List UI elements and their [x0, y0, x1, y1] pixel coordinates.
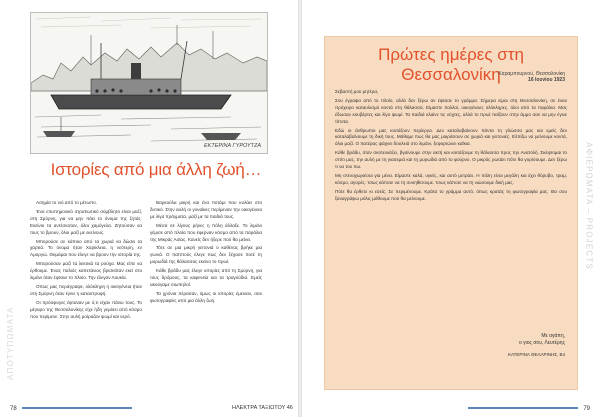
author-credit: ΚΑΤΕΡΙΝΑ ΘΕΛΑΡΙΝΗΣ, Β4	[508, 352, 565, 357]
harbor-sketch-image	[30, 12, 268, 154]
page-number-left: 78	[10, 406, 17, 412]
footer-bar-left	[22, 407, 132, 409]
letter-place: Καραμπουρνού, Θεσσαλονίκη	[498, 71, 565, 77]
article-title: Ιστορίες από μια άλλη ζωή…	[50, 160, 262, 179]
sketch-drawing	[31, 13, 267, 153]
paragraph: Ένα επιστημονικό στρατιωτικό σύμβλητο είναι μαζί, στη Σμύρνη, για να μην πάει το όνομα της ζητάς. Εκείνοι τα αντέσκοταν, όλοι χαμόγελα. Ζητούσαν να τους το βρουν, όλοι μαζί με εκείνους.	[30, 208, 142, 235]
paragraph: Μέσα σε λίγους μήνες η πόλη άλλαξε. Το λιμάνι γέμισε από πλοία που έφερναν κόσμο από τα παράλια της Μικράς Ασίας. Κανείς δεν ήξερε πού θα μείνει.	[150, 222, 262, 242]
letter-date: 16 Ιουνίου 1923	[528, 77, 565, 83]
paragraph: Τα χρόνια πέρασαν, όμως οι ιστορίες έμειναν, σαν φωτογραφίες από μια άλλη ζωή.	[150, 290, 262, 303]
sign-line-1: Με αγάπη,	[541, 333, 565, 339]
paragraph: Βαρκούλα μικρή και ένα ποτάμι που κυλάει στο δυτικό. Στην αυλή οι γυναίκες περίμεναν την οικογένεια με λίγα πράγματα, μαζί με τα παιδιά τους.	[150, 200, 262, 219]
paragraph: Σου έγραψα από το πλοίο, αλλά δεν ξέρω αν έφτασε το γράμμα. Σήμερα είμαι στη Θεσσαλονίκη, σε έναν πρόχειρο καταυλισμό κοντά στη θάλασσα. Είμαστε πολλοί, οικογένειες ολόκληρες, όλοι από τα παράλια. Μας έδωσαν κουβέρτες και λίγο ψωμί. Τα παιδιά κλαίνε τις νύχτες, αλλά το πρωί παίζουν στην άμμο σαν να μην έγινε τίποτα.	[335, 97, 567, 124]
paragraph: Μπορούσαν μαζί τα λεκτικά τα ρούχα. Μας είπε να έρθουμε. Ένας παλιός καπετάνιος βρισκόταν εκεί στο λιμάνι όταν έφτανε το πλοίο. Την έλεγαν Λουκία.	[30, 261, 142, 281]
image-caption: ΕΚΤΕΡΙΝΑ ΓΥΡΟΥΤΖΑ	[204, 143, 262, 149]
paragraph: Ασημία το νιό από το μέτωπο.	[36, 200, 97, 205]
letter-body	[335, 89, 567, 205]
issue-number: 46	[286, 405, 293, 411]
right-page	[302, 0, 600, 417]
footer-bar-right	[468, 407, 578, 409]
paragraph: Εδώ οι άνθρωποι μας κοιτάζουν περίεργα. Δεν καταλαβαίνουν πάντα τη γλώσσα μας και εμείς δεν καταλαβαίνουμε τη δική τους. Μάθαμε πως θα μας μοιράσουν σε χωριά και γειτονιές. Ελπίζω να μείνουμε κοντά, όλοι μαζί. Ο πατέρας ψάχνει δουλειά στο λιμάνι, ξεφορτώνει καΐκια.	[335, 127, 567, 147]
article-column-left	[30, 200, 142, 323]
paragraph: Οι πρόσφυγες έφταναν με ό,τι είχαν πάνω τους. Το μέγαρο της Θεσσαλονίκης είχε ήδη γεμίσει από κόσμο που περίμενε. Στην αυλή μοίραζαν ψωμί και νερό.	[30, 299, 142, 319]
letter-dateline	[498, 71, 565, 83]
sign-line-2: ο γιος σου, Λευτέρης	[518, 340, 565, 346]
paragraph: Κάθε βράδυ, όταν σκοτεινιάζει, βγαίνουμε στην ακτή και κοιτάζουμε τη θάλασσα προς την Ανατολή. Σκέφτομαι το σπίτι μας, την αυλή με τη γιασεμιά και τη μυρωδιά από το φούρνο. Ο μικρός ρωτάει πότε θα γυρίσουμε. Δεν ξέρω τι να του πω.	[335, 150, 567, 170]
letter-title: Πρώτες ημέρες στη Θεσσαλονίκη	[378, 45, 524, 84]
paragraph: Μη στενοχωριέσαι για μένα. Είμαστε καλά, υγιείς, και αυτό μετράει. Η πόλη είναι μεγάλη και έχει θόρυβο, τραμ, κόσμο, αγορές. Ίσως κάποτε να τη συνηθίσουμε. Ίσως κάποτε να τη νιώσουμε δική μας.	[335, 172, 567, 185]
paragraph: Μπορούσε σε κάποιο από τα χωριά να δώσει τα χαρτιά. Το όνομα ήταν Χαρίκλεια, η νεότερη, εν Αμοργώ. Θυμάμαι που έλεγε να βρουν την ιστορία της.	[30, 238, 142, 258]
section-label-right: ΑΦΙΕΡΩΜΑΤΑ – PROJECTS	[585, 142, 594, 270]
page-number-right: 79	[583, 406, 590, 412]
paragraph: Πότε θα έρθετε κι εσείς; Σε περιμένουμε. Κράτα το γράμμα αυτό, όπως κρατάς τη φωτογραφία μας. Θα σου ξαναγράψω μόλις μάθουμε πού θα μείνουμε.	[335, 188, 567, 201]
left-page	[0, 0, 298, 417]
section-label-left: ΑΠΟΤΥΠΩΜΑΤΑ	[6, 306, 15, 380]
article-column-right	[150, 200, 262, 307]
letter-panel	[324, 36, 578, 390]
magazine-name: ΗΛΕΚΤΡΑ ΤΑΞΙΩΤΟΥ	[232, 405, 286, 411]
paragraph: Σεβαστή μου μητέρα,	[335, 89, 379, 94]
letter-signature	[508, 333, 565, 358]
magazine-footer	[232, 405, 293, 411]
paragraph: Οπως μας περιέγραψε, ολόκληρη η οικογένεια ήταν στη Σμύρνη όταν έγινε η καταστροφή.	[30, 283, 142, 296]
paragraph: Κάθε βράδυ μας έλεγε ιστορίες από τη Σμύρνη, για τους δρόμους, τα καφενεία και τα τραγούδια. Εμείς ακούγαμε σιωπηλοί.	[150, 268, 262, 287]
paragraph: Τότε σε μια μικρή γειτονιά ο καθένας βρήκε μια γωνιά. Ο παππούς έλεγε πως δεν ξέχασε ποτέ τη μυρωδιά της θάλασσας εκείνο το πρωί.	[150, 245, 262, 265]
